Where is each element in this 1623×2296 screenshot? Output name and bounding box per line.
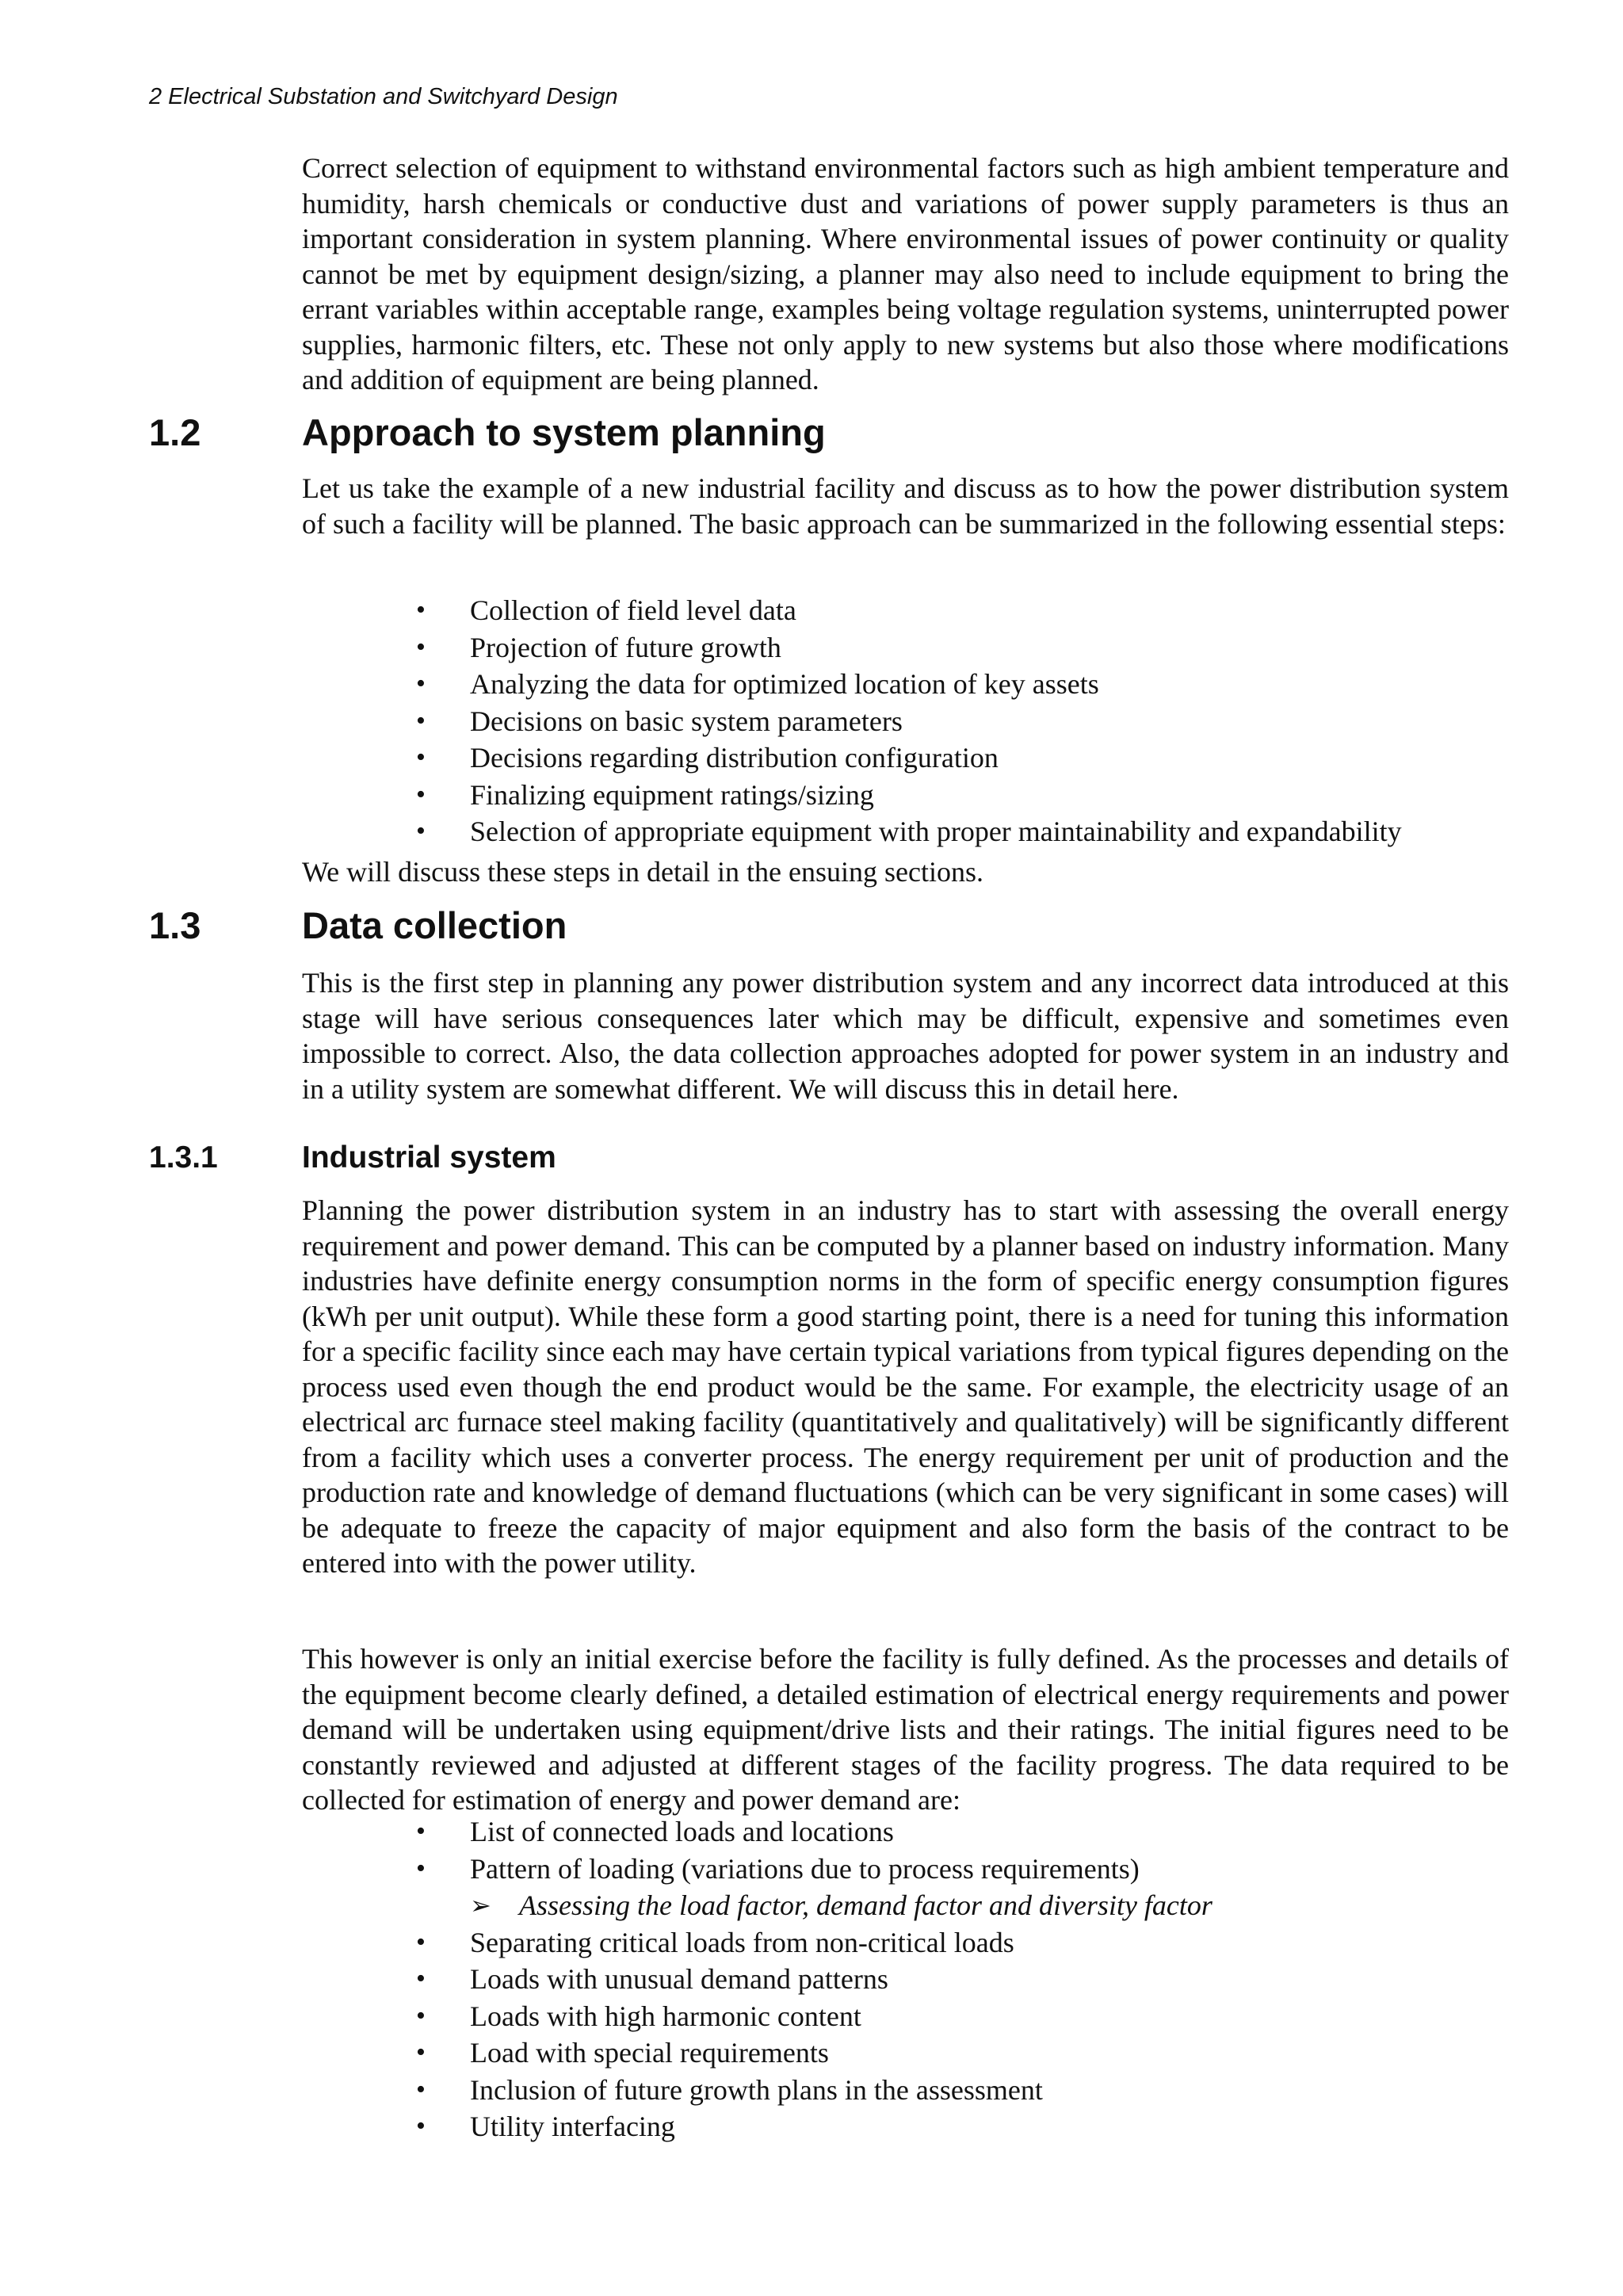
section-number: 1.3.1 <box>149 1140 218 1175</box>
list-item: • Selection of appropriate equipment with proper maintainability and expandability <box>416 813 1526 850</box>
bullet-icon: • <box>416 1853 426 1883</box>
section-1-3-1-paragraph-2: This however is only an initial exercise before the facility is fully defined. As the processes and details of the equipment become clearly defined, a detailed estimation of electrical energy requirements and power demand will be undertaken using equipment/drive lists and their ratings. The initial figures need to be constantly reviewed and adjusted at different stages of the facility progress. The data required to be collected for estimation of energy and power demand are: <box>302 1643 1509 1816</box>
list-item: • Decisions on basic system parameters <box>416 703 1526 740</box>
list-item: • List of connected loads and locations <box>416 1813 1526 1851</box>
bullet-icon: • <box>416 779 426 809</box>
section-title: Data collection <box>302 904 567 946</box>
section-title: Industrial system <box>302 1140 556 1175</box>
bullet-icon: • <box>416 816 426 846</box>
section-number: 1.2 <box>149 411 201 453</box>
bullet-icon: • <box>416 1817 426 1846</box>
section-1-3-paragraph: This is the first step in planning any power distribution system and any incorrect data introduced at this stage will have serious consequences later which may be difficult, expensive and sometimes even impossible to correct. Also, the data collection approaches adopted for power system in an industry and in a utility system are somewhat different. We will discuss this in detail here. <box>302 967 1509 1105</box>
list-item: • Load with special requirements <box>416 2034 1526 2072</box>
section-1-3-1-paragraph-1: Planning the power distribution system in an industry has to start with assessing the overall energy requirement and power demand. This can be computed by a planner based on industry information. Many industries have definite energy consumption norms in the form of specific energy consumption figures (kWh per unit output). While these form a good starting point, there is a need for tuning this information for a specific facility since each may have certain typical variations from typical figures depending on the process used even though the end product would be the same. For example, the electricity usage of an electrical arc furnace steel making facility (quantitatively and qualitatively) will be significantly different from a facility which uses a converter process. The energy requirement per unit of production and the production rate and knowledge of demand fluctuations (which can be very significant in some cases) will be adequate to freeze the capacity of major equipment and also form the basis of the contract to be entered into with the power utility. <box>302 1194 1509 1579</box>
section-number: 1.3 <box>149 904 201 946</box>
section-1-2-paragraph: Let us take the example of a new industrial facility and discuss as to how the power distribution system of such a facility will be planned. The basic approach can be summarized in the following essential steps: <box>302 472 1509 540</box>
list-item: • Projection of future growth <box>416 629 1526 667</box>
section-1-2-closing: We will discuss these steps in detail in the ensuing sections. <box>302 856 983 888</box>
bullet-icon: • <box>416 669 426 698</box>
list-item: • Pattern of loading (variations due to process requirements) <box>416 1851 1526 1888</box>
arrow-bullet-icon: ➢ <box>470 1891 491 1920</box>
bullet-icon: • <box>416 595 426 625</box>
planning-steps-list <box>416 592 1526 850</box>
bullet-icon: • <box>416 1964 426 1993</box>
sub-list-item: ➢ Assessing the load factor, demand factor and diversity factor <box>416 1887 1526 1924</box>
list-item: • Decisions regarding distribution configuration <box>416 739 1526 777</box>
list-item: • Inclusion of future growth plans in the assessment <box>416 2072 1526 2109</box>
list-item: • Analyzing the data for optimized location of key assets <box>416 666 1526 703</box>
bullet-icon: • <box>416 743 426 772</box>
list-item: • Finalizing equipment ratings/sizing <box>416 777 1526 814</box>
bullet-icon: • <box>416 2000 426 2030</box>
bullet-icon: • <box>416 2074 426 2104</box>
list-item: • Utility interfacing <box>416 2108 1526 2145</box>
section-title: Approach to system planning <box>302 411 826 453</box>
running-header: 2 Electrical Substation and Switchyard Design <box>149 84 618 109</box>
list-item: • Collection of field level data <box>416 592 1526 629</box>
bullet-icon: • <box>416 705 426 735</box>
list-item: • Loads with unusual demand patterns <box>416 1961 1526 1998</box>
list-item: • Separating critical loads from non-critical loads <box>416 1924 1526 1962</box>
intro-paragraph: Correct selection of equipment to withstand environmental factors such as high ambient temperature and humidity, harsh chemicals or conductive dust and variations of power supply parameters is thus an important consideration in system planning. Where environmental issues of power continuity or quality cannot be met by equipment design/sizing, a planner may also need to include equipment to bring the errant variables within acceptable range, examples being voltage regulation systems, uninterrupted power supplies, harmonic filters, etc. These not only apply to new systems but also those where modifications and addition of equipment are being planned. <box>302 152 1509 395</box>
bullet-icon: • <box>416 1927 426 1957</box>
bullet-icon: • <box>416 2111 426 2141</box>
bullet-icon: • <box>416 632 426 662</box>
data-requirements-list <box>416 1813 1526 2145</box>
bullet-icon: • <box>416 2038 426 2067</box>
list-item: • Loads with high harmonic content <box>416 1998 1526 2035</box>
